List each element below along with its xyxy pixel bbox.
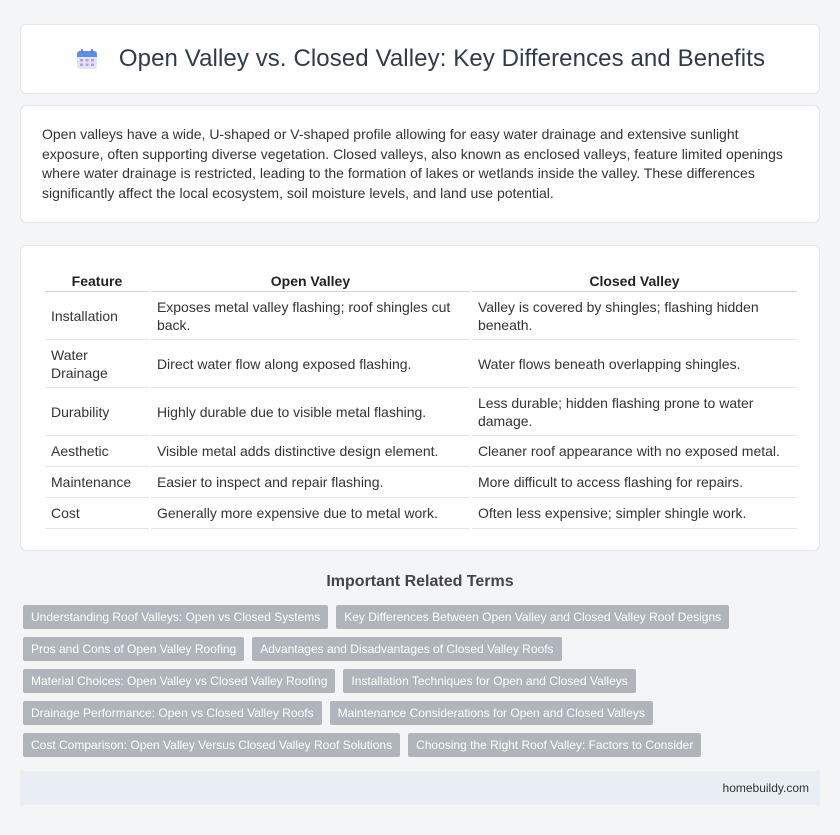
tag-row [23, 733, 823, 757]
related-term-tag[interactable]: Material Choices: Open Valley vs Closed Valley Roofing [23, 669, 335, 693]
related-term-tag[interactable]: Understanding Roof Valleys: Open vs Closed Systems [23, 605, 328, 629]
cell-open: Highly durable due to visible metal flashing. [151, 388, 470, 436]
cell-closed: Less durable; hidden flashing prone to water damage. [472, 388, 797, 436]
cell-feature: Installation [45, 292, 149, 340]
cell-feature: Maintenance [45, 467, 149, 498]
cell-open: Exposes metal valley flashing; roof shingles cut back. [151, 292, 470, 340]
cell-closed: Often less expensive; simpler shingle work. [472, 498, 797, 529]
footer [20, 771, 820, 805]
related-term-tag[interactable]: Cost Comparison: Open Valley Versus Closed Valley Roof Solutions [23, 733, 400, 757]
cell-open: Easier to inspect and repair flashing. [151, 467, 470, 498]
header-open-valley: Open Valley [151, 266, 470, 292]
cell-open: Generally more expensive due to metal work. [151, 498, 470, 529]
cell-closed: More difficult to access flashing for repairs. [472, 467, 797, 498]
table-row [45, 436, 797, 467]
related-term-tag[interactable]: Installation Techniques for Open and Closed Valleys [343, 669, 635, 693]
cell-closed: Valley is covered by shingles; flashing hidden beneath. [472, 292, 797, 340]
related-term-tag[interactable]: Advantages and Disadvantages of Closed Valley Roofs [252, 637, 561, 661]
tag-row [23, 637, 823, 661]
comparison-table [43, 266, 799, 529]
header-feature: Feature [45, 266, 149, 292]
cell-feature: Water Drainage [45, 340, 149, 388]
calendar-icon [75, 47, 99, 71]
header [75, 45, 765, 73]
tag-row [23, 701, 823, 725]
related-term-tag[interactable]: Maintenance Considerations for Open and Closed Valleys [330, 701, 653, 725]
cell-feature: Durability [45, 388, 149, 436]
header-card [20, 24, 820, 94]
cell-open: Direct water flow along exposed flashing. [151, 340, 470, 388]
header-closed-valley: Closed Valley [472, 266, 797, 292]
related-term-tag[interactable]: Drainage Performance: Open vs Closed Valley Roofs [23, 701, 322, 725]
table-row [45, 388, 797, 436]
cell-closed: Cleaner roof appearance with no exposed metal. [472, 436, 797, 467]
comparison-card [20, 245, 820, 551]
table-header-row [45, 266, 797, 292]
tag-row [23, 669, 823, 693]
table-row [45, 498, 797, 529]
footer-site-link[interactable]: homebuildy.com [722, 781, 809, 795]
table-row [45, 467, 797, 498]
intro-paragraph: Open valleys have a wide, U-shaped or V-shaped profile allowing for easy water drainage and extensive sunlight exposure, often supporting diverse vegetation. Closed valleys, also known as enclosed valleys, feature limited openings where water drainage is restricted, leading to the formation of lakes or wetlands inside the valley. These differences significantly affect the local ecosystem, soil moisture levels, and land use potential. [42, 126, 783, 201]
related-term-tag[interactable]: Choosing the Right Roof Valley: Factors to Consider [408, 733, 701, 757]
table-row [45, 340, 797, 388]
related-terms-tags [23, 605, 823, 765]
related-terms-title: Important Related Terms [326, 573, 514, 590]
intro-card [20, 105, 820, 223]
related-term-tag[interactable]: Key Differences Between Open Valley and Closed Valley Roof Designs [336, 605, 729, 629]
page-title: Open Valley vs. Closed Valley: Key Differences and Benefits [118, 45, 766, 72]
cell-open: Visible metal adds distinctive design element. [151, 436, 470, 467]
cell-feature: Cost [45, 498, 149, 529]
cell-feature: Aesthetic [45, 436, 149, 467]
related-term-tag[interactable]: Pros and Cons of Open Valley Roofing [23, 637, 244, 661]
cell-closed: Water flows beneath overlapping shingles. [472, 340, 797, 388]
table-row [45, 292, 797, 340]
tag-row [23, 605, 823, 629]
